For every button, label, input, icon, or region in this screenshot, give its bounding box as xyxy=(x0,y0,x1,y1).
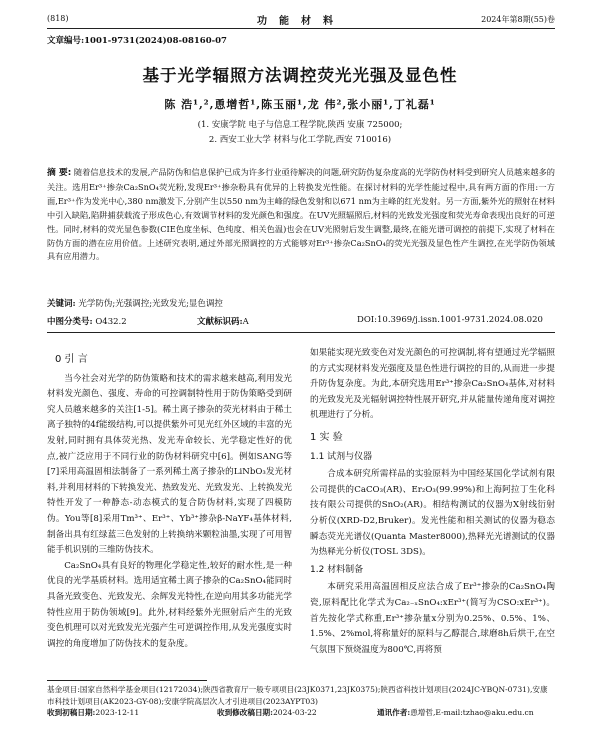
preparation-text: 本研究采用高温固相反应法合成了Er³⁺掺杂的Ca₂SnO₄陶瓷,原料配比化学式为Ca₂₋ₓSnO₄:xEr³⁺(简写为CSO:xEr³⁺)。首先按化学式称重,Er³⁺掺杂量x分别为0.25%、0.5%、1%、1.5%、2%mol,将称量好的原料与乙醇混合,球磨8h后烘干,在空气氛围下预烧温度为800℃,再将预 xyxy=(310,582,555,655)
corresponding-label: 通讯作者: xyxy=(377,708,411,717)
experiment-heading: 1 实 验 xyxy=(310,431,343,443)
affiliation-2: 2. 西安工业大学 材料与化工学院,西安 710016) xyxy=(208,135,392,145)
right-column xyxy=(310,346,555,658)
issue-info: 2024年第8期(55)卷 xyxy=(481,15,555,24)
header-rule xyxy=(47,28,555,29)
revised-label: 收到修改稿日期: xyxy=(217,708,273,717)
clc-value: O432.2 xyxy=(95,317,127,327)
intro-paragraph-2: Ca₂SnO₄具有良好的物理化学稳定性,较好的耐水性,是一种优良的光学基质材料。选用适宜稀土离子掺杂的Ca₂SnO₄能同时具备光致变色、光致发光、余辉发光特性,在逆向用其多功能光学特性应用于防伪领域[9]。此外,材料经紫外光照射后产生的光致变色机理可以对光致发光光强产生可逆调控作用,从发光强度实时调控的角度增加了防伪技术的复杂度。 xyxy=(47,560,292,649)
clc-field xyxy=(47,315,127,327)
footnote-rule xyxy=(47,680,207,681)
keywords xyxy=(47,297,555,309)
page-title: 基于光学辐照方法调控荧光光强及显色性 xyxy=(142,66,458,85)
journal-name: 功能材料 xyxy=(257,16,345,27)
received-value: 2023-12-11 xyxy=(95,708,140,717)
author-list: 陈 浩¹,²,恿增哲¹,陈玉丽¹,龙 伟²,张小丽¹,丁礼磊¹ xyxy=(164,98,436,111)
intro-paragraph-1: 当今社会对光学的防伪策略和技术的需求越来越高,利用发光材料发光颜色、强度、寿命的可控调制特性用于防伪策略受到研究人员越来越多的关注[1-5]。稀土离子掺杂的荧光材料由于稀土离子独特的4f能级结构,可以提供紫外可见光红外区域的丰富的光发射,同时拥有具体荧光热、发光寿命较长、光学稳定性好的优点,被广泛应用于不同行业的防伪材料研究中[6]。例如SANG等[7]采用高温固相法制备了一系列稀土离子掺杂的LiNbO₃发光材料,并利用材料的下转换发光、热致发光、光致发光、上转换发光特性开发了一种静态-动态模式的复合防伪材料,实现了四模防伪。You等[8]采用Tm³⁺、Er³⁺、Yb³⁺掺杂β-NaYF₄基体材料,制备出具有红绿蓝三色发射的上转换纳米颗粒油墨,实现了可用智能手机识别的三维防伪技术。 xyxy=(47,373,292,556)
revised-date xyxy=(217,707,317,719)
footnotes xyxy=(47,684,555,719)
fund-note: 基金项目:国家自然科学基金项目(12172034);陕西省教育厅一般专项项目(23JK0371,23JK0375);陕西省科技计划项目(2024JC-YBQN-0731),安康市科技计划项目(AK2023-GY-08);安康学院高层次人才引进项目(2023AYPT03) xyxy=(47,685,548,706)
revised-value: 2024-03-22 xyxy=(272,708,317,717)
corresponding-value: 恿增哲,E-mail:tzhao@aku.edu.cn xyxy=(410,708,534,717)
keywords-label: 关键词: xyxy=(47,299,76,309)
running-header xyxy=(47,12,555,26)
doi: DOI:10.3969/j.issn.1001-9731.2024.08.020 xyxy=(357,315,543,325)
abstract-text: 随着信息技术的发展,产品防伪和信息保护已成为许多行业亟待解决的问题,研究防伪复杂度高的光学防伪材料受到研究人员越来越多的关注。选用Er³⁺掺杂Ca₂SnO₄荧光粉,发现Er³⁺掺杂粉具有优异的上转换发光性能。在探讨材料的光学性能过程中,具有两方面的作用:一方面,Er³⁺作为发光中心,380 nm激发下,分别产生以550 nm为主峰的绿色发射和以671 nm为主峰的红光发射。另一方面,紫外光的照射在材料中引入缺陷,陷阱捕获载流子形成色心,有效调节材料的发光颜色和强度。在UV光照辐照后,材料的光致发光强度和荧光寿命表现出良好的可逆性。同时,材料的荧光显色参数(CIE色度坐标、色纯度、相关色温)也会在UV光照射后发生调整,最终,在能光谱可调控的前提下,实现了材料在防伪方面的潜在应用价值。上述研究表明,通过外部光照调控的方式能够对Er³⁺掺杂Ca₂SnO₄的荧光光强及显色性产生调控,在光学防伪领域具有应用潜力。 xyxy=(47,167,555,262)
abstract xyxy=(47,166,555,264)
left-column xyxy=(47,346,292,652)
clc-label: 中图分类号: xyxy=(47,317,93,327)
page-number: (818) xyxy=(47,14,69,23)
dates-row xyxy=(47,707,555,719)
intro-continuation: 如果能实现光致变色对发光颜色的可控调制,将有望通过光学辐照的方式实现材料发光强度及显色性进行调控的目的,从而进一步提升防伪复杂度。为此,本研究选用Er³⁺掺杂Ca₂SnO₄基体,对材料的光致发光及光辐射调控特性展开研究,并从能量传递角度对调控机理进行了分析。 xyxy=(310,348,555,421)
doc-code-label: 文献标识码: xyxy=(197,317,243,327)
received-label: 收到初稿日期: xyxy=(47,708,96,717)
corresponding-author xyxy=(377,707,534,719)
doc-code-value: A xyxy=(242,317,249,327)
abstract-rule xyxy=(47,332,555,333)
doc-code-field xyxy=(197,315,249,327)
intro-heading: 0 引 言 xyxy=(55,354,88,365)
affiliation-1: (1. 安康学院 电子与信息工程学院,陕西 安康 725000; xyxy=(197,120,403,130)
abstract-label: 摘 要: xyxy=(47,168,72,178)
article-id: 文章编号:1001-9731(2024)08-08160-07 xyxy=(47,36,227,46)
reagents-heading: 1.1 试剂与仪器 xyxy=(310,451,373,462)
reagents-text: 合成本研究所需样品的实验原料为中国经某国化学试剂有限公司提供的CaCO₃(AR)、Er₂O₃(99.99%)和上海阿拉丁生化科技有限公司提供的SnO₂(AR)。相结构测试的仪器为X射线衍射分析仪(XRD-D2,Bruker)。发光性能和相关测试的仪器为稳态瞬态荧光光谱仪(Quanta Master8000),热释光光谱测试的仪器为热释光分析仪(TOSL 3DS)。 xyxy=(310,469,555,558)
keywords-text: 光学防伪;光强调控;光致发光;显色调控 xyxy=(78,299,223,309)
preparation-heading: 1.2 材料制备 xyxy=(310,564,364,575)
classification-line xyxy=(47,315,555,327)
received-date xyxy=(47,707,139,719)
